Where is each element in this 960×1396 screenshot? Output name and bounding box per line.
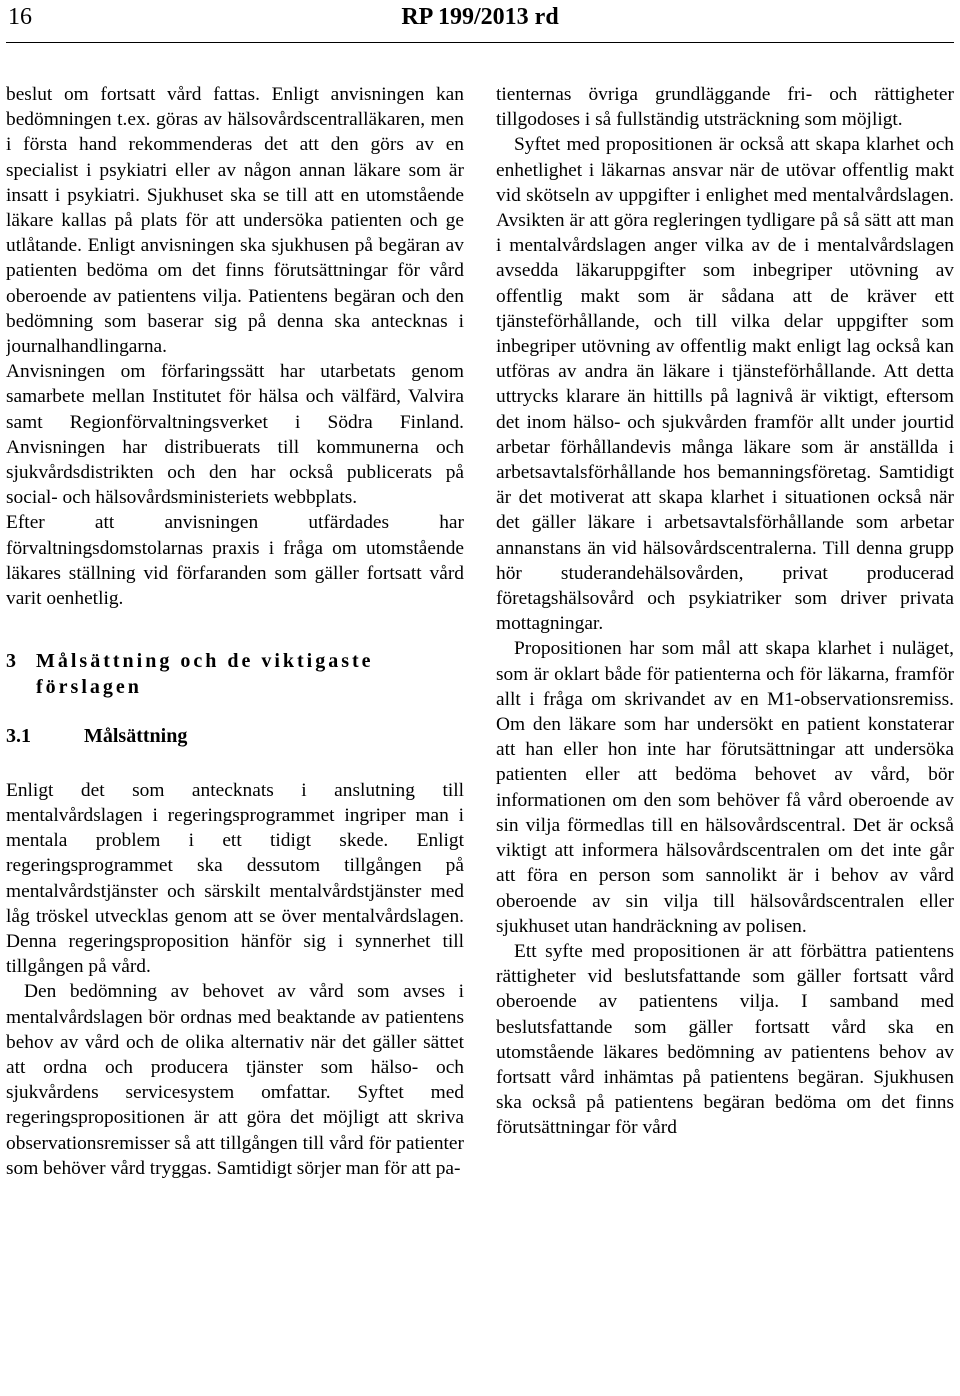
subsection-number: 3.1 — [6, 725, 31, 748]
header-divider — [6, 42, 954, 43]
section-heading — [6, 649, 464, 700]
paragraph: tienternas övriga grundläggande fri- och rättigheter tillgodoses i så fullständig utsträckning som möjligt. — [496, 84, 954, 131]
section-title: Målsättning och de viktigaste förslagen — [36, 650, 374, 698]
paragraph: Propositionen har som mål att skapa klarhet i nuläget, som är oklart både för patienterna och för läkarna, framför allt i fråga om skrivandet av en M1-observationsremiss. Om den läkare som har undersökt en patient konstaterar att han eller hon inte har förutsättningar att undersöka patienten eller att bedöma behovet av vård, bör informationen om den som behöver få vård oberoende av sin vilja förmedlas till en hälsovårdscentral. Det är också viktigt att informera hälsovårdscentralen om det inte går att föra en person som sannolikt är i behov av vård oberoende av sin vilja till hälsovårdscentralen eller sjukhuset utan handräckning av polisen. — [496, 638, 954, 937]
left-column — [6, 82, 464, 1394]
paragraph: Anvisningen om förfaringssätt har utarbetats genom samarbete mellan Institutet för hälsa och välfärd, Valvira samt Regionförvaltningsverket i Södra Finland. Anvisningen har distribuerats till kommunerna och sjukvårdsdistrikten och den har också publicerats på social- och hälsovårdsministeriets webbplats. — [6, 361, 464, 509]
paragraph: Enligt det som antecknats i anslutning till mentalvårdslagen i regeringsprogrammet ingriper man i mentala problem i ett tidigt skede. Enligt regeringsprogrammet ska dessutom tillgången på mentalvårdstjänster och särskilt mentalvårdstjänster med låg tröskel utvecklas genom att se över mentalvårdslagen. Denna regeringsproposition hänför sig i synnerhet till tillgången på vård. — [6, 779, 464, 978]
document-reference: RP 199/2013 rd — [401, 4, 559, 30]
subsection-title: Målsättning — [84, 725, 188, 748]
paragraph: Ett syfte med propositionen är att förbättra patientens rättigheter vid beslutsfattande som gäller fortsatt vård oberoende av patientens vilja. I samband med beslutsfattande som gäller fortsatt vård ska en utomstående läkares bedömning av patientens behov av fortsatt vård inhämtas på patientens begäran. Sjukhusen ska också på patientens begäran bedöma om det finns förutsättningar för vård — [496, 940, 954, 1139]
paragraph: Efter att anvisningen utfärdades har förvaltningsdomstolarnas praxis i fråga om utomstående läkares ställning vid förfaranden som gäller fortsatt vård varit oenhetlig. — [6, 512, 464, 610]
paragraph: beslut om fortsatt vård fattas. Enligt anvisningen kan bedömningen t.ex. göras av hälsovårdscentralläkaren, men i första hand rekommenderas det att den görs av en specialist i psykiatri eller av någon annan läkare som är insatt i psykiatri. Sjukhuset ska se till att en utomstående läkare kallas på plats för att undersöka patienten och ge utlåtande. Enligt anvisningen ska sjukhusen på begäran av patienten bedöma om det finns förutsättningar för vård oberoende av patientens vilja. Patientens begäran och den bedömning som baserar sig på denna ska antecknas i journalhandlingarna. — [6, 84, 464, 358]
paragraph: Den bedömning av behovet av vård som avses i mentalvårdslagen bör ordnas med beaktande av patientens behov av vård och de olika alternativ när det gäller sättet att ordna och producera tjänster som hälso- och sjukvårdens servicesystem omfattar. Syftet med regeringspropositionen är att göra det möjligt att skriva observationsremisser så att tillgången till vård för patienter som behöver vård tryggas. Samtidigt sörjer man för att pa- — [6, 981, 464, 1179]
page-number: 16 — [8, 4, 32, 30]
subsection-heading — [6, 724, 464, 750]
section-number: 3 — [6, 650, 16, 673]
paragraph: Syftet med propositionen är också att skapa klarhet och enhetlighet i läkarnas ansvar när de utövar offentlig makt vid skötseln av uppgifter i enlighet med mentalvårdslagen. Avsikten är att göra regleringen tydligare på så sätt att man i mentalvårdslagen anger vilka av de i mentalvårdslagen avsedda läkaruppgifter som inbegriper utövning av offentlig makt som är sådana att de kräver ett tjänsteförhållande, och till vilka delar uppgifter som inbegriper utövning av offentlig makt enligt lag också kan utföras av andra än läkare i tjänsteförhållande. Att detta uttrycks klarare än hittills på lagnivå är viktigt, eftersom det inom hälso- och sjukvården framför allt under jourtid arbetar förhållandevis många läkare som är anställda i arbetsavtalsförhållande hos bemanningsföretag. Samtidigt är det motiverat att skapa klarhet i situationen också när det gäller läkare i arbetsavtalsförhållande som arbetar annanstans än vid hälsovårdscentralerna. Till denna grupp hör studerandehälsovården, privat producerad företagshälsovård och psykiatriker som driver privata mottagningar. — [496, 134, 954, 635]
right-column — [496, 82, 954, 1394]
